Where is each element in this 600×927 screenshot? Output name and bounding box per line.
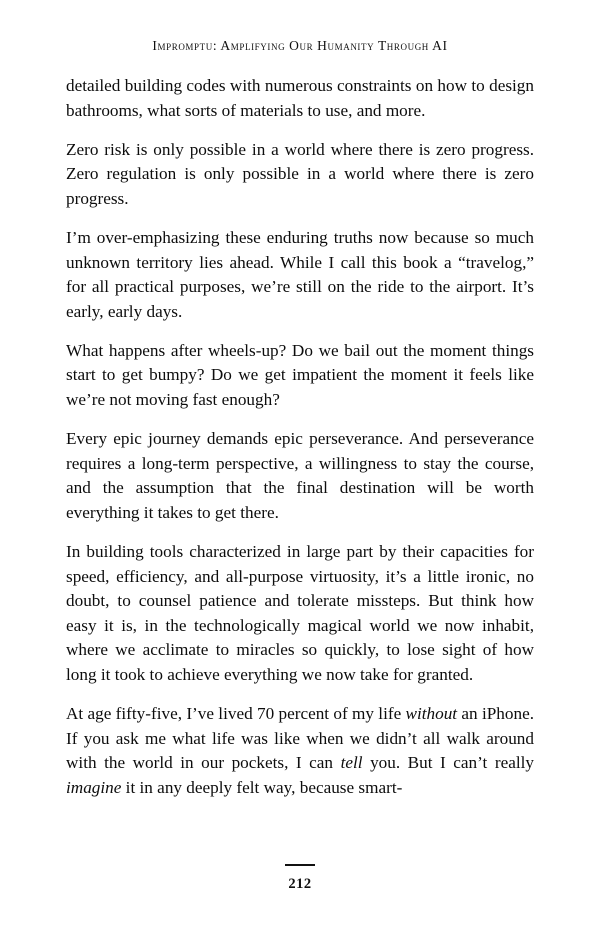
emphasis-text: without: [405, 704, 458, 724]
paragraph: What happens after wheels-up? Do we bail out the moment things start to get bumpy? Do we get impatient the moment it feels like we’re not moving fast enough?: [66, 340, 534, 410]
folio-rule: [285, 864, 315, 866]
emphasis-text: tell: [340, 753, 363, 773]
paragraph: Every epic journey demands epic perseverance. And perseverance requires a long-term perspective, a willingness to stay the course, and the assumption that the final destination will be worth everything it takes to get there.: [66, 429, 534, 522]
running-head: Impromptu: Amplifying Our Humanity Through AI: [152, 38, 448, 53]
folio: [0, 864, 600, 893]
page-number: 212: [288, 876, 312, 892]
paragraph: detailed building codes with numerous constraints on how to design bathrooms, what sorts of materials to use, and more.: [66, 76, 534, 120]
emphasis-text: imagine: [66, 777, 122, 797]
paragraph: In building tools characterized in large part by their capacities for speed, efficiency, and all-purpose virtuosity, it’s a little ironic, no doubt, to counsel patience and tolerate missteps. But think how easy it is, in the technologically magical world we now inhabit, where we acclimate to miracles so quickly, to lose sight of how long it took to achieve everything we now take for granted.: [66, 542, 534, 684]
body-text: [66, 74, 534, 800]
paragraph: Zero risk is only possible in a world where there is zero progress. Zero regulation is only possible in a world where there is zero progress.: [66, 139, 534, 208]
paragraph: At age fifty-five, I’ve lived 70 percent of my life without an iPhone. If you ask me what life was like when we didn’t all walk around with the world in our pockets, I can tell you. But I can’t really imagine it in any deeply felt way, because smart-: [66, 704, 534, 797]
paragraph: I’m over-emphasizing these enduring truths now because so much unknown territory lies ahead. While I call this book a “travelog,” for all practical purposes, we’re still on the ride to the airport. It’s early, early days.: [66, 227, 534, 321]
